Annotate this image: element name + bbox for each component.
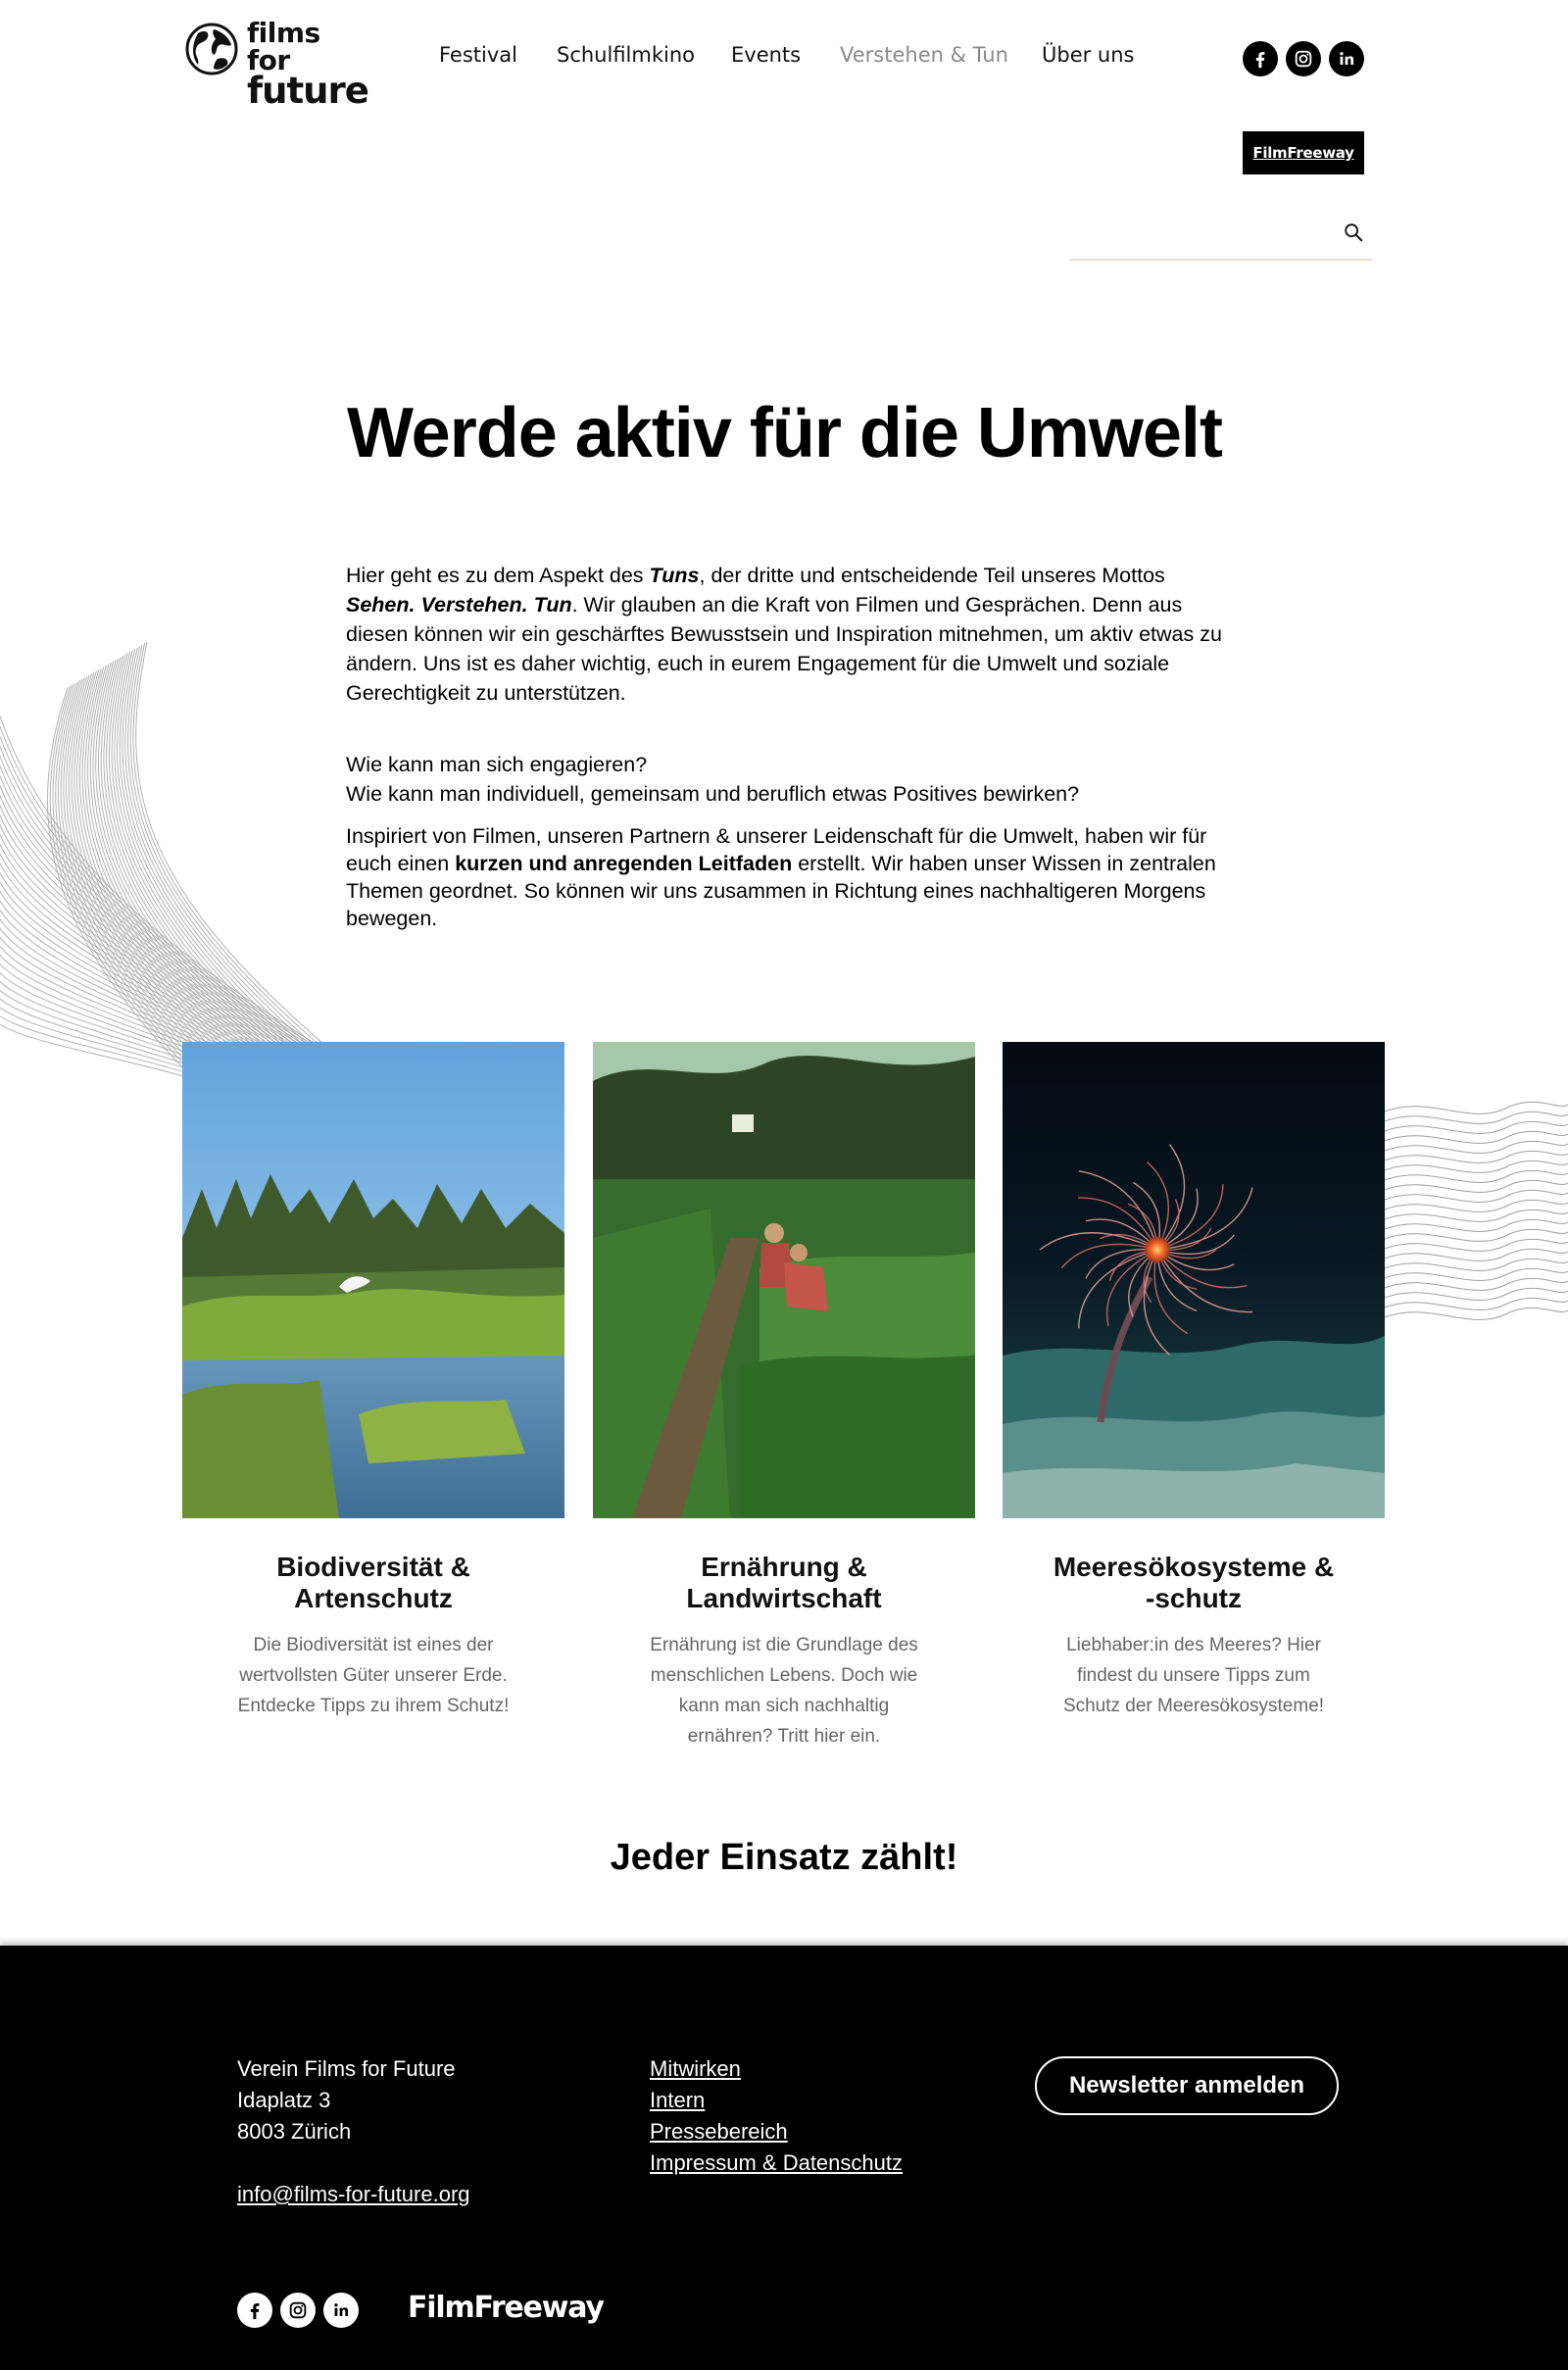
card-title-line2: -schutz xyxy=(1146,1583,1242,1613)
header-social-links xyxy=(1243,41,1364,76)
intro-questions xyxy=(346,750,1228,809)
intro-text: erstellt. Wir haben unser Wissen in zentralen Themen geordnet. So können wir uns zusammen in Richtung eines nachhaltigeren Morgens bewegen. xyxy=(346,852,1216,930)
nav-item-schulfilmkino[interactable]: Schulfilmkino xyxy=(557,43,696,67)
logo-line1: films for xyxy=(247,17,320,76)
call-to-action-heading: Jeder Einsatz zählt! xyxy=(610,1837,958,1878)
intro-text: , der dritte und entscheidende Teil unseres Mottos xyxy=(699,564,1165,587)
linkedin-icon[interactable] xyxy=(1329,41,1364,76)
footer-links xyxy=(650,2053,903,2179)
city: 8003 Zürich xyxy=(237,2119,352,2144)
intro-text: . Wir glauben an die Kraft von Filmen und Gesprächen. Denn aus diesen können wir ein geschärftes Bewusstsein und Inspiration mitnehmen, um aktiv etwas zu ändern. Uns ist es daher wichtig, euch in eurem Engagement für die Umwelt und soziale Gerechtigkeit zu unterstützen. xyxy=(346,593,1222,705)
nav-item-verstehen-tun[interactable]: Verstehen & Tun xyxy=(840,43,1008,67)
intro-paragraph xyxy=(346,561,1228,708)
nav-item-events[interactable]: Events xyxy=(731,43,802,67)
logo-wordmark xyxy=(247,17,368,112)
filmfreeway-button[interactable]: FilmFreeway xyxy=(1243,131,1364,174)
intro-guide-paragraph xyxy=(346,822,1228,932)
search-icon[interactable] xyxy=(1343,222,1364,243)
logo[interactable] xyxy=(184,17,368,112)
intro-emphasis-guide: kurzen und anregenden Leitfaden xyxy=(455,852,793,875)
footer-link-pressebereich[interactable]: Pressebereich xyxy=(650,2119,788,2144)
footer-link-intern[interactable]: Intern xyxy=(650,2088,706,2112)
card-title[interactable] xyxy=(593,1552,975,1614)
card-title[interactable] xyxy=(182,1552,564,1614)
footer xyxy=(0,1946,1568,2370)
logo-line2: future xyxy=(247,70,368,112)
intro-text: Hier geht es zu dem Aspekt des xyxy=(346,564,650,587)
question-1: Wie kann man sich engagieren? xyxy=(346,753,648,776)
card-description: Liebhaber:in des Meeres? Hier findest du unsere Tipps zum Schutz der Meeresökosysteme! xyxy=(1062,1635,1325,1716)
footer-social-links xyxy=(237,2293,359,2328)
nav-item-festival[interactable]: Festival xyxy=(439,43,517,67)
deep-sea-photo[interactable] xyxy=(1003,1042,1385,1518)
card-title-line1: Biodiversität & xyxy=(276,1552,470,1582)
garden-photo[interactable] xyxy=(593,1042,975,1518)
instagram-icon[interactable] xyxy=(280,2293,316,2328)
intro-text: Inspiriert von Filmen, unseren Partnern & unserer Leidenschaft für die Umwelt, haben wir für euch einen xyxy=(346,824,1207,875)
footer-link-mitwirken[interactable]: Mitwirken xyxy=(650,2056,741,2081)
nav-item-ueber-uns[interactable]: Über uns xyxy=(1042,43,1135,67)
card-title-line1: Meeresökosysteme & xyxy=(1053,1552,1335,1582)
card-description: Ernährung ist die Grundlage des menschlichen Lebens. Doch wie kann man sich nachhaltig ernähren? Tritt hier ein. xyxy=(650,1635,918,1747)
card-title-line1: Ernährung & xyxy=(701,1552,867,1582)
org-name: Verein Films for Future xyxy=(237,2056,456,2081)
search-bar xyxy=(1070,208,1372,261)
street: Idaplatz 3 xyxy=(237,2088,331,2112)
intro-emphasis-motto: Sehen. Verstehen. Tun xyxy=(346,593,572,617)
filmfreeway-footer-logo[interactable]: FilmFreeway xyxy=(408,2291,604,2325)
page-title: Werde aktiv für die Umwelt xyxy=(347,394,1222,472)
facebook-icon[interactable] xyxy=(237,2293,272,2328)
footer-address xyxy=(237,2053,470,2210)
question-2: Wie kann man individuell, gemeinsam und beruflich etwas Positives bewirken? xyxy=(346,782,1080,806)
email-link[interactable]: info@films-for-future.org xyxy=(237,2182,470,2206)
footer-link-impressum[interactable]: Impressum & Datenschutz xyxy=(650,2150,903,2175)
card-description: Die Biodiversität ist eines der wertvollsten Güter unserer Erde. Entdecke Tipps zu ihrem Schutz! xyxy=(237,1635,510,1716)
intro-emphasis-tuns: Tuns xyxy=(649,564,700,587)
globe-logo-icon xyxy=(184,22,239,76)
instagram-icon[interactable] xyxy=(1286,41,1321,76)
linkedin-icon[interactable] xyxy=(323,2293,359,2328)
card-title-line2: Landwirtschaft xyxy=(686,1583,882,1613)
search-input[interactable] xyxy=(1070,208,1329,257)
newsletter-button[interactable]: Newsletter anmelden xyxy=(1035,2056,1339,2115)
wetland-photo[interactable] xyxy=(182,1042,564,1518)
card-title-line2: Artenschutz xyxy=(294,1583,453,1613)
facebook-icon[interactable] xyxy=(1243,41,1278,76)
card-title[interactable] xyxy=(1003,1552,1385,1614)
